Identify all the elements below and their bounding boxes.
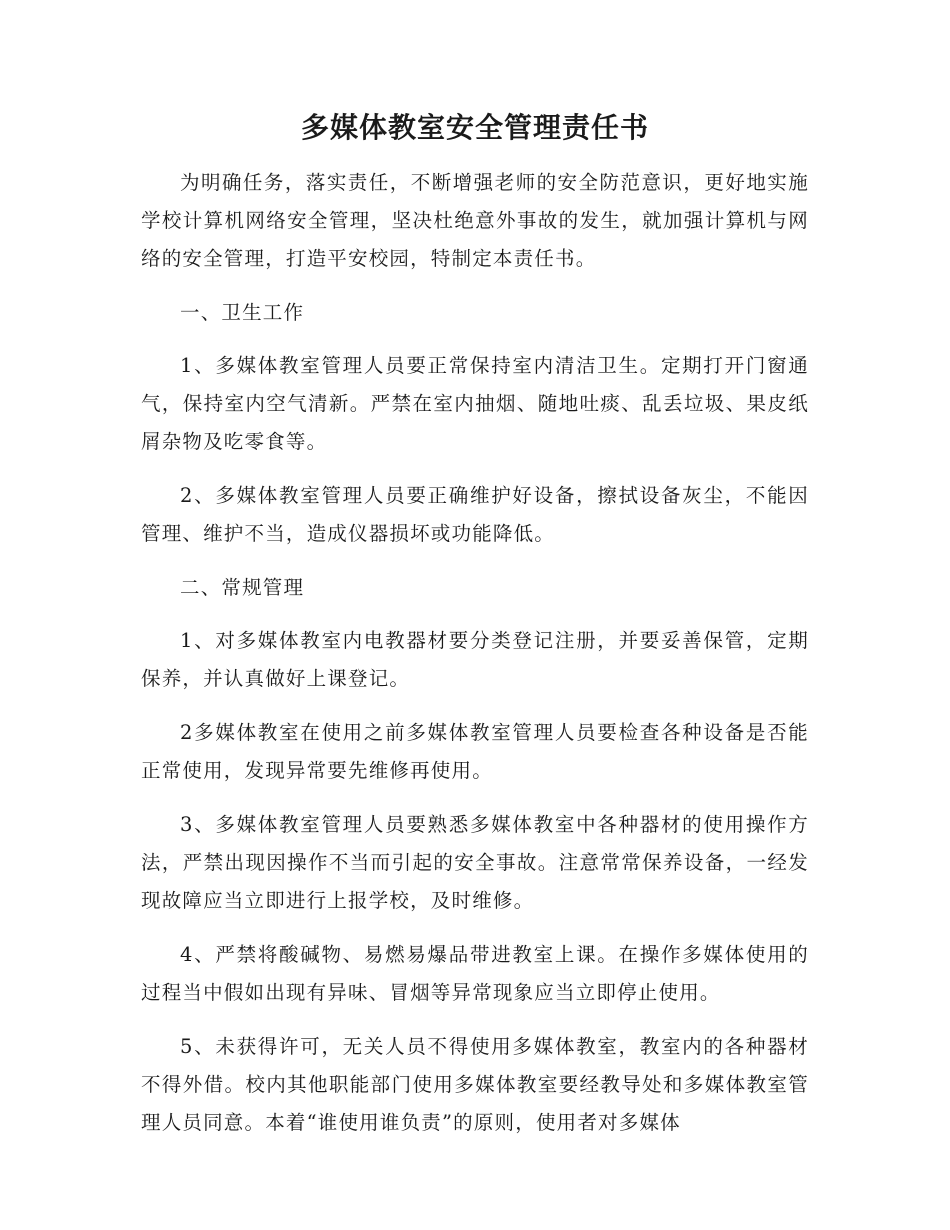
routine-item-4: 4、严禁将酸碱物、易燃易爆品带进教室上课。在操作多媒体使用的过程当中假如出现有异味、冒烟等异常现象应当立即停止使用。	[141, 943, 809, 1004]
routine-item-2: 2多媒体教室在使用之前多媒体教室管理人员要检查各种设备是否能正常使用，发现异常要先维修再使用。	[141, 721, 809, 782]
section-heading-hygiene: 一、卫生工作	[180, 301, 305, 324]
section-heading-routine: 二、常规管理	[180, 576, 305, 599]
routine-item-1: 1、对多媒体教室内电教器材要分类登记注册，并要妥善保管，定期保养，并认真做好上课登记。	[141, 629, 809, 690]
document-title: 多媒体教室安全管理责任书	[300, 111, 649, 144]
hygiene-item-1: 1、多媒体教室管理人员要正常保持室内清洁卫生。定期打开门窗通气，保持室内空气清新。严禁在室内抽烟、随地吐痰、乱丢垃圾、果皮纸屑杂物及吃零食等。	[141, 354, 809, 453]
routine-item-3: 3、多媒体教室管理人员要熟悉多媒体教室中各种器材的使用操作方法，严禁出现因操作不当而引起的安全事故。注意常常保养设备，一经发现故障应当立即进行上报学校，及时维修。	[141, 813, 809, 912]
hygiene-item-2: 2、多媒体教室管理人员要正确维护好设备，擦拭设备灰尘，不能因管理、维护不当，造成仪器损坏或功能降低。	[141, 484, 809, 545]
routine-item-5: 5、未获得许可，无关人员不得使用多媒体教室，教室内的各种器材不得外借。校内其他职能部门使用多媒体教室要经教导处和多媒体教室管理人员同意。本着“谁使用谁负责”的原则，使用者对多媒体	[141, 1035, 809, 1134]
intro-paragraph: 为明确任务，落实责任，不断增强老师的安全防范意识，更好地实施学校计算机网络安全管理，坚决杜绝意外事故的发生，就加强计算机与网络的安全管理，打造平安校园，特制定本责任书。	[141, 171, 809, 270]
document-body	[141, 164, 809, 1158]
